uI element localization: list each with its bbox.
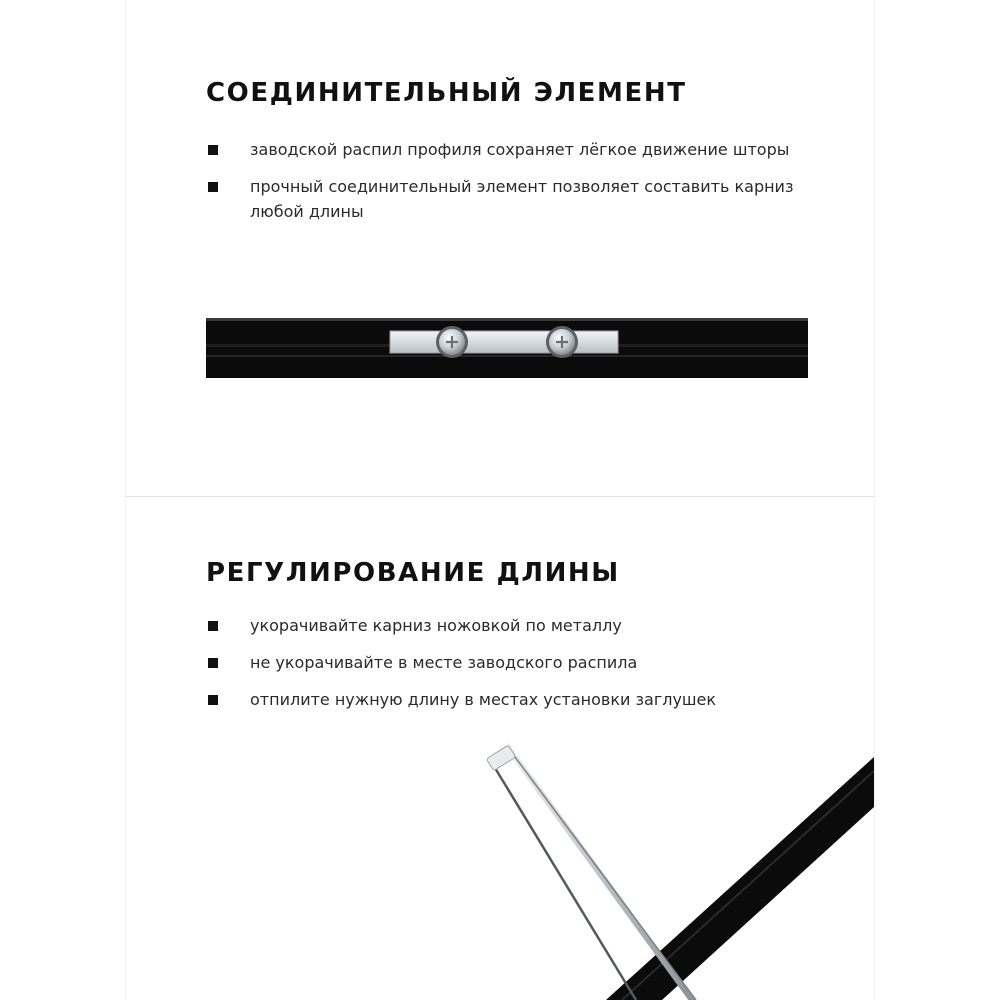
list-item	[206, 174, 826, 224]
square-bullet-icon	[208, 658, 218, 668]
square-bullet-icon	[208, 182, 218, 192]
screw-icon	[546, 326, 578, 358]
connector-section	[126, 0, 874, 497]
square-bullet-icon	[208, 695, 218, 705]
length-section	[126, 497, 874, 1000]
square-bullet-icon	[208, 621, 218, 631]
profile-body	[606, 757, 874, 1000]
bullet-text: отпилите нужную длину в местах установки заглушек	[250, 690, 717, 709]
right-page-edge	[874, 0, 875, 1000]
list-item	[206, 137, 826, 162]
saw-frame	[490, 747, 692, 1000]
hacksaw-cutting-profile-image	[486, 737, 874, 1000]
list-item	[206, 687, 826, 712]
connector-plate	[390, 331, 618, 353]
list-item	[206, 650, 826, 675]
length-section-title: РЕГУЛИРОВАНИЕ ДЛИНЫ	[206, 558, 620, 588]
bullet-text: прочный соединительный элемент позволяет составить карниз любой длины	[250, 177, 794, 221]
connector-bullet-list	[206, 137, 826, 236]
saw-frame-edge	[512, 753, 696, 1000]
bullet-text: не укорачивайте в месте заводского распила	[250, 653, 638, 672]
connector-section-title: СОЕДИНИТЕЛЬНЫЙ ЭЛЕМЕНТ	[206, 78, 687, 108]
square-bullet-icon	[208, 145, 218, 155]
length-bullet-list	[206, 613, 826, 724]
profile-groove	[622, 771, 874, 1000]
profile-groove-lower	[206, 355, 808, 357]
saw-blade	[492, 763, 636, 1000]
bullet-text: укорачивайте карниз ножовкой по металлу	[250, 616, 622, 635]
curtain-profile-connector-image	[206, 314, 810, 380]
screw-icon	[436, 326, 468, 358]
list-item	[206, 613, 826, 638]
bullet-text: заводской распил профиля сохраняет лёгкое движение шторы	[250, 140, 790, 159]
profile-top-edge	[206, 318, 808, 321]
